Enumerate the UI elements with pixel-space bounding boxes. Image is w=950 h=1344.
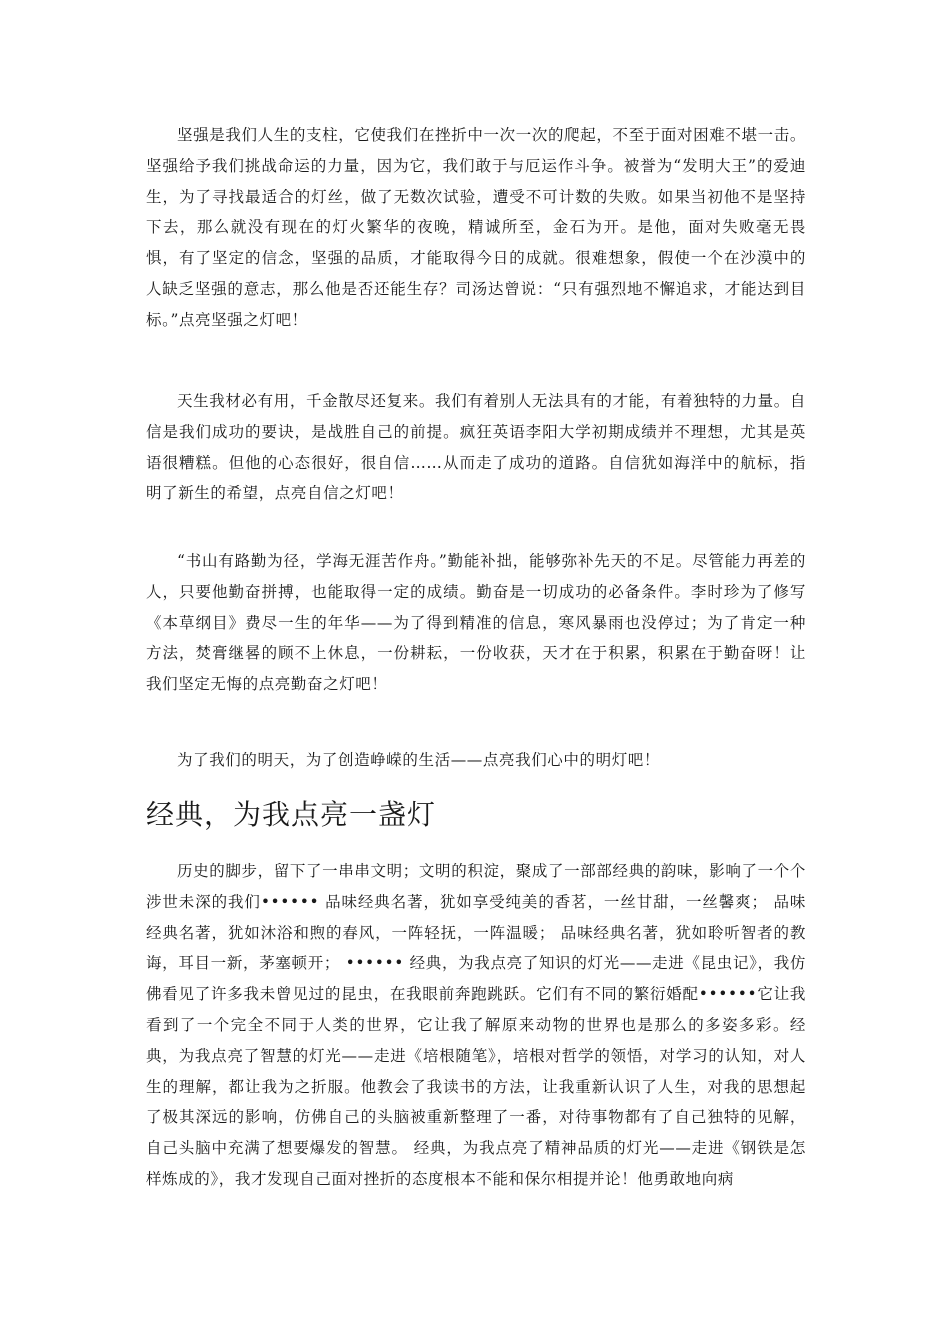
paragraph-conclusion: 为了我们的明天，为了创造峥嵘的生活——点亮我们心中的明灯吧！ xyxy=(177,751,661,769)
essay-title: 经典，为我点亮一盏灯 xyxy=(146,798,437,831)
paragraph-classics: 历史的脚步，留下了一串串文明；文明的积淀，聚成了一部部经典的韵味，影响了一个个涉世未深的我们•••••• 品味经典名著，犹如享受纯美的香茗，一丝甘甜，一丝馨爽； 品味经典名著，犹如沐浴和煦的春风，一阵轻抚，一阵温暖； 品味经典名著，犹如聆听智者的教诲，耳目一新，茅塞顿开； •••••• 经典，为我点亮了知识的灯光——走进《昆虫记》，我仿佛看见了许多我未曾见过的昆虫，在我眼前奔跑跳跃。它们有不同的繁衍婚配••••••它让我看到了一个完全不同于人类的世界，它让我了解原来动物的世界也是那么的多姿多彩。经典，为我点亮了智慧的灯光——走进《培根随笔》，培根对哲学的领悟，对学习的认知，对人生的理解，都让我为之折服。他教会了我读书的方法，让我重新认识了人生，对我的思想起了极其深远的影响，仿佛自己的头脑被重新整理了一番，对待事物都有了自己独特的见解，自己头脑中充满了想要爆发的智慧。 经典，为我点亮了精神品质的灯光——走进《钢铁是怎样炼成的》，我才发现自己面对挫折的态度根本不能和保尔相提并论！他勇敢地向病 xyxy=(146,862,806,1188)
paragraph-diligence: “书山有路勤为径，学海无涯苦作舟。”勤能补拙，能够弥补先天的不足。尽管能力再差的人，只要他勤奋拼搏，也能取得一定的成绩。勤奋是一切成功的必备条件。李时珍为了修写《本草纲目》费尽一生的年华——为了得到精准的信息，寒风暴雨也没停过；为了肯定一种方法，焚膏继晷的顾不上休息，一份耕耘，一份收获，天才在于积累，积累在于勤奋呀！让我们坚定无悔的点亮勤奋之灯吧！ xyxy=(146,552,806,694)
paragraph-perseverance: 坚强是我们人生的支柱，它使我们在挫折中一次一次的爬起，不至于面对困难不堪一击。坚强给予我们挑战命运的力量，因为它，我们敢于与厄运作斗争。被誉为“发明大王”的爱迪生，为了寻找最适合的灯丝，做了无数次试验，遭受不可计数的失败。如果当初他不是坚持下去，那么就没有现在的灯火繁华的夜晚，精诚所至，金石为开。是他，面对失败毫无畏惧，有了坚定的信念，坚强的品质，才能取得今日的成就。很难想象，假使一个在沙漠中的人缺乏坚强的意志，那么他是否还能生存？司汤达曾说：“只有强烈地不懈追求，才能达到目标。”点亮坚强之灯吧！ xyxy=(146,126,806,329)
paragraph-confidence: 天生我材必有用，千金散尽还复来。我们有着别人无法具有的才能，有着独特的力量。自信是我们成功的要诀，是战胜自己的前提。疯狂英语李阳大学初期成绩并不理想，尤其是英语很糟糕。但他的心态很好，很自信……从而走了成功的道路。自信犹如海洋中的航标，指明了新生的希望，点亮自信之灯吧！ xyxy=(146,392,806,503)
